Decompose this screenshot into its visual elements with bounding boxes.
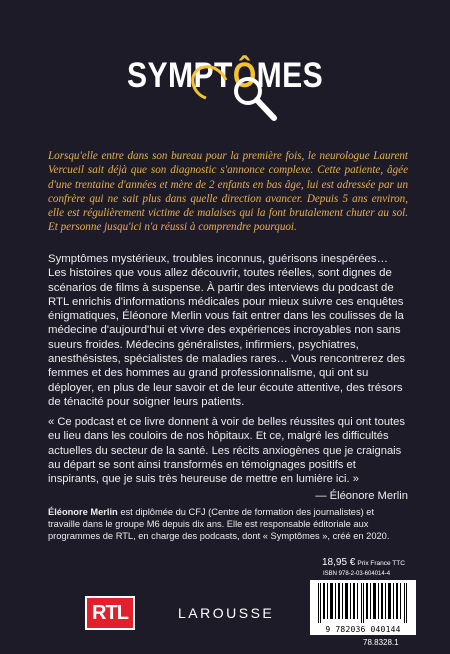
quote-text: « Ce podcast et ce livre donnent à voir de belles réussites qui ont toutes eu lieu dans les couloirs de nos hôpitaux. Et ce, malgré les difficultés actuelles du secteur de la santé. Les récits anxiogènes que je craignais au départ se sont ainsi transformés en témoignages positifs et inspirants, que je suis très heureuse de mettre en lumière ici. » <box>48 416 405 486</box>
summary-text <box>48 252 408 423</box>
author-bio <box>48 506 408 543</box>
logo-text: SYMPTÔMES <box>126 56 324 95</box>
barcode-number: 9 782036 040144 <box>325 625 401 634</box>
author-name: Éléonore Merlin <box>48 507 118 517</box>
quote-signature: — Éléonore Merlin <box>315 490 408 503</box>
isbn-label: ISBN 978-2-03-604014-4 <box>323 571 391 577</box>
price-note: Prix France TTC <box>357 560 405 567</box>
price <box>322 557 405 568</box>
summary-paragraph: Symptômes mystérieux, troubles inconnus, guérisons inespérées… Les histoires que vous allez découvrir, toutes réelles, sont dignes de scénarios de films à suspense. À partir des interviews du podcast de RTL enrichis d'informations médicales pour mieux suivre ces enquêtes énigmatiques, Éléonore Merlin vous fait entrer dans les coulisses de la médecine d'aujourd'hui et vivre des expériences incroyables non sans sueurs froides. Médecins généralistes, infirmiers, psychiatres, anesthésistes, spécialistes de maladies rares… Vous rencontrerez des femmes et des hommes au grand professionnalisme, qui ont su déployer, en plus de leur savoir et de leur écoute attentive, des trésors de ténacité pour soigner leurs patients. <box>48 253 406 408</box>
stethoscope-magnifier-icon <box>186 58 296 128</box>
author-quote <box>48 415 408 504</box>
intro-italic-text: Lorsqu'elle entre dans son bureau pour la première fois, le neurologue Laurent Vercueil sait déjà que son diagnostic s'annonce complexe. Cette patiente, âgée d'une trentaine d'années et mère de 2 enfants en bas âge, lui est adressée par un confrère qui ne sait plus dans quelle direction avancer. Depuis 5 ans environ, elle est régulièrement victime de malaises qui la font brutalement chuter au sol. Et personne jusqu'ici n'a réussi à comprendre pourquoi. <box>48 150 408 234</box>
barcode <box>310 580 416 635</box>
product-code: 78.8328.1 <box>363 638 399 647</box>
barcode-bars <box>318 583 408 623</box>
rtl-logo: RTL <box>85 596 135 630</box>
larousse-logo: LAROUSSE <box>178 605 275 621</box>
price-amount: 18,95 € <box>322 557 356 568</box>
bio-text: est diplômée du CFJ (Centre de formation des journalistes) et travaille dans le groupe M6 depuis dix ans. Elle est responsable éditoriale aux programmes de RTL, en charge des podcasts, dont « Symptômes », créé en 2020. <box>48 507 390 542</box>
